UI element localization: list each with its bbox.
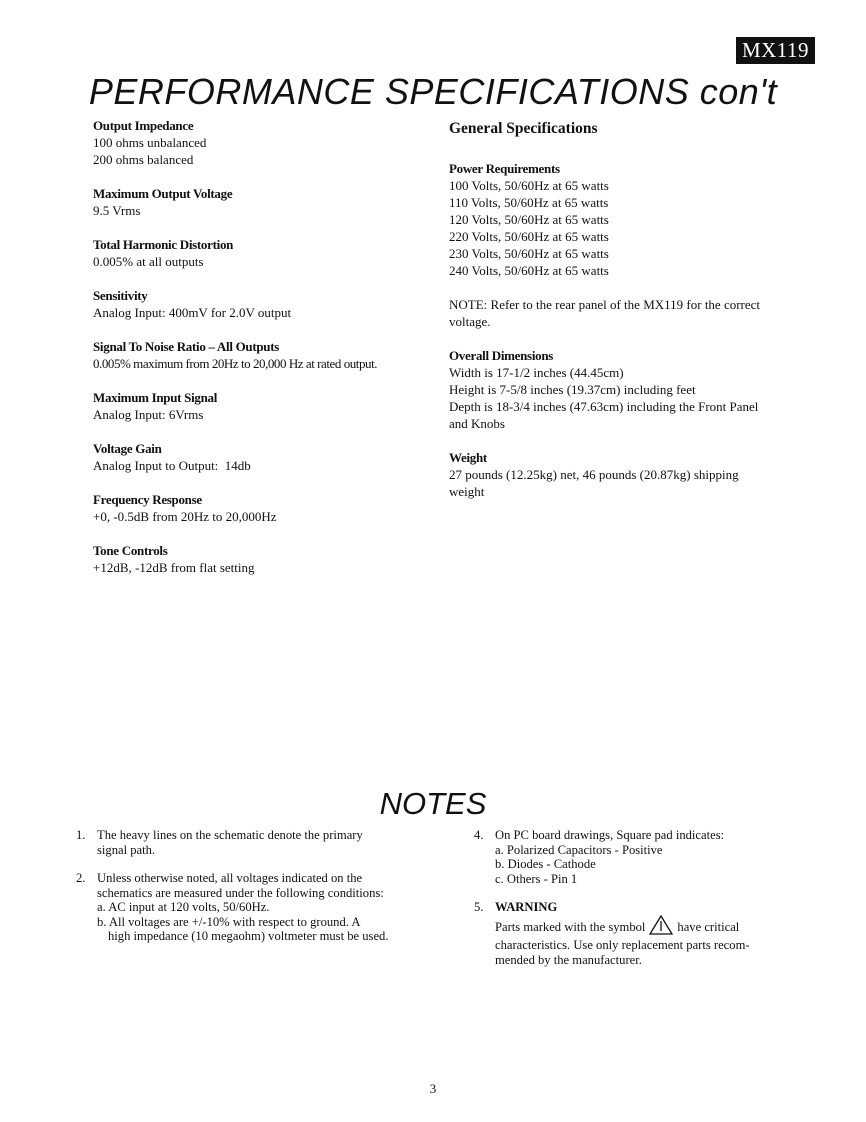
spec-weight xyxy=(449,449,794,500)
note-text: signal path. xyxy=(97,842,156,857)
spec-overall-dimensions xyxy=(449,347,794,432)
spec-value: 200 ohms balanced xyxy=(93,152,194,167)
note-text: The heavy lines on the schematic denote the primary xyxy=(97,828,363,842)
spec-value: 220 Volts, 50/60Hz at 65 watts xyxy=(449,229,609,244)
warning-triangle-icon xyxy=(649,915,673,939)
spec-value: 240 Volts, 50/60Hz at 65 watts xyxy=(449,263,609,278)
spec-max-output-voltage xyxy=(93,185,438,219)
spec-value: Width is 17-1/2 inches (44.45cm) xyxy=(449,365,624,380)
spec-value: 110 Volts, 50/60Hz at 65 watts xyxy=(449,195,609,210)
spec-heading: Voltage Gain xyxy=(93,441,162,456)
spec-value: weight xyxy=(449,484,485,499)
spec-heading: Weight xyxy=(449,450,487,465)
spec-value: +0, -0.5dB from 20Hz to 20,000Hz xyxy=(93,509,277,524)
spec-value: 230 Volts, 50/60Hz at 65 watts xyxy=(449,246,609,261)
spec-value: 100 Volts, 50/60Hz at 65 watts xyxy=(449,178,609,193)
spec-value: 100 ohms unbalanced xyxy=(93,135,207,150)
spec-heading: Overall Dimensions xyxy=(449,348,554,363)
note-text: schematics are measured under the following conditions: xyxy=(97,885,384,900)
spec-heading: Power Requirements xyxy=(449,161,560,176)
spec-heading: Maximum Output Voltage xyxy=(93,186,233,201)
spec-value: +12dB, -12dB from flat setting xyxy=(93,560,255,575)
spec-value: 27 pounds (12.25kg) net, 46 pounds (20.87kg) shipping xyxy=(449,467,739,482)
note-number: 4. xyxy=(474,828,484,842)
note-text: NOTE: Refer to the rear panel of the MX119 for the correct xyxy=(449,297,761,312)
spec-value: 120 Volts, 50/60Hz at 65 watts xyxy=(449,212,609,227)
notes-title: NOTES xyxy=(379,786,487,821)
warning-text-line xyxy=(495,915,814,939)
note-item-1 xyxy=(76,828,436,857)
spec-tone-controls xyxy=(93,542,438,576)
spec-max-input-signal xyxy=(93,389,438,423)
spec-sensitivity xyxy=(93,287,438,321)
spec-heading: Signal To Noise Ratio – All Outputs xyxy=(93,339,279,354)
note-text: On PC board drawings, Square pad indicates: xyxy=(495,828,725,842)
page-title: PERFORMANCE SPECIFICATIONS con't xyxy=(88,71,778,112)
spec-thd xyxy=(93,236,438,270)
warning-heading: WARNING xyxy=(495,900,558,914)
spec-heading: Total Harmonic Distortion xyxy=(93,237,234,252)
note-number: 5. xyxy=(474,900,484,914)
note-text: c. Others - Pin 1 xyxy=(495,871,578,886)
spec-heading: Output Impedance xyxy=(93,118,194,133)
spec-heading: Sensitivity xyxy=(93,288,148,303)
note-text: high impedance (10 megaohm) voltmeter must be used. xyxy=(108,929,389,943)
spec-heading: Tone Controls xyxy=(93,543,168,558)
note-text: a. Polarized Capacitors - Positive xyxy=(495,842,663,857)
notes-left-column xyxy=(76,828,436,958)
note-text: Parts marked with the symbol xyxy=(495,919,646,934)
note-item-5 xyxy=(474,900,814,967)
spec-frequency-response xyxy=(93,491,438,525)
note-text: voltage. xyxy=(449,314,491,329)
spec-value: Depth is 18-3/4 inches (47.63cm) including the Front Panel xyxy=(449,399,759,414)
general-spec-column xyxy=(449,117,794,517)
spec-value: Analog Input: 400mV for 2.0V output xyxy=(93,305,292,320)
note-text: mended by the manufacturer. xyxy=(495,952,642,967)
note-text: b. All voltages are +/-10% with respect to ground. A xyxy=(97,914,361,929)
model-badge: MX119 xyxy=(736,37,815,64)
spec-value: 0.005% at all outputs xyxy=(93,254,204,269)
spec-output-impedance xyxy=(93,117,438,168)
spec-power-requirements xyxy=(449,160,794,279)
note-number: 1. xyxy=(76,828,86,842)
voltage-note xyxy=(449,296,794,330)
spec-value: Height is 7-5/8 inches (19.37cm) including feet xyxy=(449,382,696,397)
spec-heading: Maximum Input Signal xyxy=(93,390,218,405)
spec-value: Analog Input to Output: 14db xyxy=(93,458,251,473)
left-spec-column xyxy=(93,117,438,593)
note-number: 2. xyxy=(76,871,86,885)
spec-value: and Knobs xyxy=(449,416,505,431)
note-text: a. AC input at 120 volts, 50/60Hz. xyxy=(97,900,270,914)
spec-value: 9.5 Vrms xyxy=(93,203,141,218)
note-item-2 xyxy=(76,871,436,944)
general-specifications-heading: General Specifications xyxy=(449,120,598,137)
page-number: 3 xyxy=(429,1081,437,1096)
note-text: b. Diodes - Cathode xyxy=(495,857,596,871)
note-text: characteristics. Use only replacement parts recom- xyxy=(495,938,750,952)
note-text: Unless otherwise noted, all voltages indicated on the xyxy=(97,871,363,885)
spec-snr xyxy=(93,338,438,372)
note-text: have critical xyxy=(677,919,740,934)
spec-value: 0.005% maximum from 20Hz to 20,000 Hz at rated output. xyxy=(93,356,378,371)
spec-value: Analog Input: 6Vrms xyxy=(93,407,204,422)
note-item-4 xyxy=(474,828,814,886)
spec-voltage-gain xyxy=(93,440,438,474)
notes-right-column xyxy=(474,828,814,981)
spec-heading: Frequency Response xyxy=(93,492,202,507)
